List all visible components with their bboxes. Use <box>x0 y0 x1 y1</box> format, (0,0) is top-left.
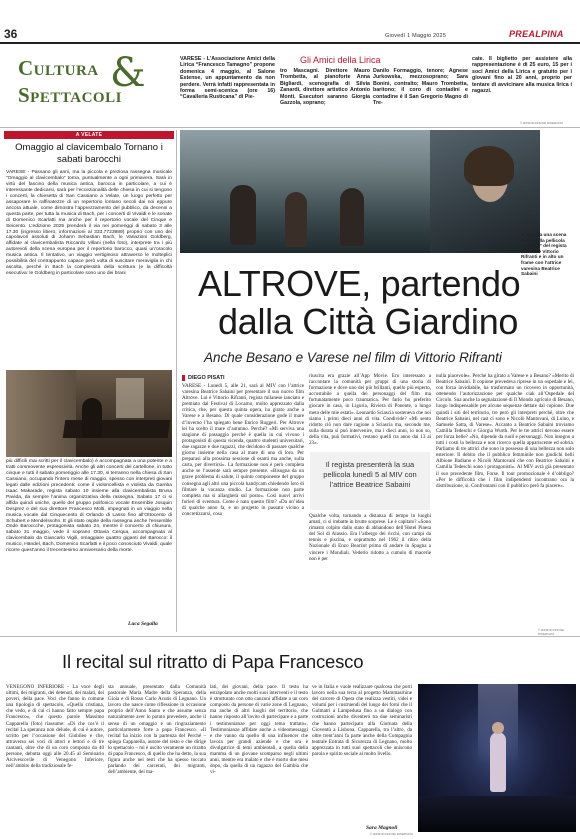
section-title <box>18 52 168 112</box>
brief-credit: © RIPRODUZIONE RISERVATA <box>520 121 564 125</box>
bottom-col3: lati, dei giovani, della pace. Il testo ha estrapolato anche molti suoi interventi e il testo è strutturato con otto canzoni affidate a un coro composto da persone di varie zone di Legnano, ma anche di altri luoghi del territorio, che hanno risposto all’invito di partecipare e a parte i testimonianze per oggi tema trattato». Testimonianze affidate anche a videomessaggi e che vanno da quello di una influencer che lavora per grandi aziende e che ora è divulgatrice di temi ambientali, a quella della mamma di un giovane scomparso negli ultimi anni, mentre era malato e che è morto due mesi dopo, da quella di un ragazzo del Gambia che vi- <box>210 684 308 776</box>
feature-col2: riuscita era grazie all’App Movie. Ero interessato a raccontare la comunità per gruppi di una storia di formazione e dove uno dei più brillanti, quello più esperto, accostabile a quella dei personaggi del film ma fortunatamente poco traumatica. Per farlo ho preferito giocare in casa, in Liguria, Riviera di Ponente, a lungo meta delle mie estati». Leonardo Sciascia sosteneva che noi siamo i primi dieci anni di vita. Condivide? «Mi sento ridotto ciò non dare ragione a Sciascia ma, secondo me, sulla durata si può intervenire, ma i dieci anni, io non so, della vita, può formativi, restano quelli tra anno dai 13 ai 23». <box>309 373 431 447</box>
brief-title: Gli Amici della Lirica <box>300 55 381 65</box>
bottom-col4: ve in Italia e vuole realizzare qualcosa che porti lavoro nella sua terra al progetto Mammasrhine del carcere di Opera che realizza vestiti, videi e volumi per i costruendi del luogo dei forni che il Gulmatri a Lampedusa fino a un dialogo con costruzioni anche diventeró tra due seminaristi che hanno partecipato alla Giornata della Gioventù a Lisbona. Capparella, tra l’altro, da oltre trent’anni fa parte anche della Compagnia teatrale Entrata di Sicurezza di Legnano, molto apprezzata in tutti suoi spettacoli che uniscono parola e spirito sociale al molto livello. <box>312 684 412 758</box>
section-ampersand: & <box>110 50 146 96</box>
top-rule <box>0 127 580 128</box>
page-number: 36 <box>4 27 18 41</box>
feature-headline-1: ALTROVE, partendo <box>198 263 521 304</box>
section-word-spettacoli: Spettacoli <box>18 83 122 107</box>
feature-headline-2: dalla Città Giardino <box>218 301 519 342</box>
left-column-divider <box>176 130 177 632</box>
feature-byline: DIEGO PISATI <box>188 375 225 381</box>
header-rule <box>0 42 580 44</box>
pull-quote: Il regista presenterà la sua pellicola lunedì 5 al MIV con l’attrice Beatrice Sabaini <box>323 460 417 489</box>
feature-photo-caption: A sinistra una scena tratta dalla pellicola “Altrove” del regista milanese Vittorio Rifranti e in alto un frame con l’attrice varesina Beatrice Sabaini <box>521 232 567 277</box>
photo-harpsichord <box>63 420 171 438</box>
bottom-section-rule <box>0 636 580 637</box>
bottom-headline: Il recital sul ritratto di Papa Francesco <box>62 651 364 672</box>
harpsichord-photo <box>6 370 172 457</box>
bottom-credit: © RIPRODUZIONE RISERVATA <box>370 832 414 836</box>
photo-person <box>82 398 102 438</box>
left-kicker: A VELATE <box>75 132 103 138</box>
left-article-body2: più difficili mai scritti per il clavicembalo) è accompagnata a una potente e a tratti commovente espressività. Anche gli altri concerti del cartellone, in tutto cinque e tutti il sabato pomeriggio alle 17.30, si terranno nella chiesa di San Cassiano, occupando l’intero mese di maggio, spesso con interpreti giovani legati dalle edizioni precedenti: come il violoncellista e violista da Gamba Isaac Makarade, regista sabato 10 insieme alla clavicembalista Bruna Pavida, da sempre l’anima organizzativa della rassegna. Sabato 17 ci si affida quindi uniche, quello del gruppo polifonico vocale Ensemble Josquin Desprez e del suo direttore Francesco Molti, impegnati in un viaggio nella musica vocale dal Cinquecento di Orlando di Lasso fino all’Ottocento di Schubert e Mendelssohn. E gli stato ospite della rassegna anche l’ensemble Onde Baroccche, protagonista sabato 24, mentre il concerto di chiusura, sabato 31 maggio, vede il soprano Ottavia Cerqua, accompagnata al clavicembalo da Giancarlo Vigili, omaggiare quattro giganti del Barocco: il musico, Händel, Bach, Domenico Scarlatti e il poco conosciuto Vivaldi, quale ricorre quest’anno il trecentesimo anniversario della morte. <box>6 459 173 554</box>
brief-col4: cate. Il biglietto per assistere alla rappresentazione è di 25 euro, 15 per i soci Amici della Lirica e gratuito per i giovani fino al 20 anni, proprio per tentare di avvicinare alla musica lirica i ragazzi. <box>472 56 572 95</box>
photo-figure-1 <box>230 185 256 245</box>
left-article-title: Omaggio al clavicembalo Tornano i sabati barocchi <box>15 142 163 165</box>
photo-singer-head <box>492 722 504 734</box>
feature-col1: VARESE - Lunedì 5, alle 21, sarà al MIV con l’attrice varesina Beatrice Sabaini per presentare il suo nuovo film Altrove. Lui è Vittorio Rifranti, regista milanese lanciato e premiato dal Festival di Locarno, molto apprezzato dalla critica, che, per questa quinta opera, ha girato anche a Varese e a Besano. Di quale considerazione gode il mare d’inverno l’ha spiegato bene Enrico Ruggeri. Per Altrove lei ha scelto il mare d’autunno. Perché? «Mi serviva una stagione di passaggio perché è quella in cui vivono i protagonisti di questa vicenda, quattro studenti universitari, due ragazze e due ragazzi, che decidono di passare qualche giorno insieme nella casa al mare di uno di loro. Per preparasi alla prossima sessione di esami ma anche, sulla carta, per divertirsi». La formazione non è però completa anche se l’assente sarà sempre presente. «Bisogna da un grave problema di salute, il quinto componente del gruppo consegna agli altri una piccola handycam chiedendo loro di filmare la vacanza studio. La formazione non parte completa ma si allargherà sul posto». Così nuovi arrivi forieri di sventura. Come è nato questo film? «Da un’idea di qualche anno fa, e un progetto in passato vicino a concretizzarsi, cosa <box>182 383 304 517</box>
feature-col3: nulla piacevole». Perché ha girato a Varese e a Besano? «Merito di Beatrice Sabaini. Il copione prevedeva riprese in un ospedale e lei, con forza invidiabile, ha trasformato un ricovero in opportunità, ottenendo l’autorizzazione per qualche ciak all’Ospedale del Circolo. Sua anche la segnalazione di Il Mondo agricolo di Besano, luogo indispensabile per alcune sequenze dettate dal copione. Due quindi i siti del territorio, tre però gli interpreti perché, oltre che Beatrice Sabaini, nel cast ci sono e Nicolò Mantovani, di Luino, e Samuele Satta, di Varese». Accanto a Beatrice Sabaini troviamo Camilla Tedeschi e Giorgia Wurth. Per le tre attrici devono essere per forza belle? «No, dipende da ruoli e personaggi. Non insegno a tutti i costi la bellezza e non ricerco quella appariscente ed sobria. Parliamo di tre attrici che sono in possesso di una bellezza non solo esteriore. Il debito che il pubblico femminile non giudichi belli Albione Badiano e Nicolò Mantovani che con Beatrice Sabaini e Camilla Tedeschi sono i protagonisti». Al MIV avrà già presentato il suo precedente film, Forse. Il tour promozionale è d’obbligo? «Per le difficoltà che i film indipendenti incontrano ora la distribuzione, si. Confrontarsi con il pubblico però fa piacere». <box>436 373 574 489</box>
left-article-author: Luca Segalla <box>128 621 158 627</box>
photo-figure-2 <box>285 192 307 247</box>
byline-mark <box>182 375 185 381</box>
feature-photo <box>180 130 576 253</box>
header-date: Giovedì 1 Maggio 2025 <box>385 33 447 39</box>
feature-subtitle: Anche Besano e Varese nel film di Vittorio Rifranti <box>204 350 502 365</box>
concert-photo <box>418 684 576 832</box>
brief-col1: VARESE - L’Associazione Amici della Lirica “Francesco Tamagno” propone domenica 4 maggio, al Salone Estense, un appuntamento da non perdere. Verrà infatti rappresentata in forma semi-scenica (ore 16) “Cavalleria Rusticana” di Pie- <box>180 56 275 101</box>
bottom-col2: sta annuale, presentato dalla Comunità pastorale Maria Madre della Speranza, della Gioia e di Rosso Carlo Acutis di Legnano. Un lavoro che nasce come riflessione in occasione proprio dell’Anno Santo e che assume senza naturalmente aver lo potuto prevedere, anche il senso di un omaggio e un ringraziamento particolarmente forte a papa Francesco. «Il recital ha inizio con la partenza del Perché – spiega Capparella, autore del testo e che dirige lo spettacolo – mi è uscito veramente un ritratto di papa Francesco, di quello che ha detto, la sua figura anche nei testi che ha spesso toccato parlando dei carcerati, dei migranti, dell’ambiente, dei ma- <box>108 684 206 776</box>
photo-window <box>116 378 144 418</box>
brand-logo: PREALPINA <box>509 29 564 39</box>
feature-col2b: Qualche volta, tornando a distanza di tempo in luoghi amati, ci si imbatte in brutte sorprese. Le è capitato? «Sono rimasto colpito dallo stato di abbandono dell’Hotel Pineta del Sol di Alassio. Era l’albergo dei ricchi, con campi da tennis e piscina, e soprattutto nel 1962 il ritiro della Nazionale di Enzo Bearzot prima di andare in Spagna a vincere i Mondiali. Vederlo ridotto a cumulo di macerie non è per <box>309 513 431 562</box>
brief-col3: Danilo Formaggio, tenore; Agnese Jurkowska, mezzosoprano; Sara Bonini, contralto; Mauro Trombetta, baritono; il coro di contadini e contadine è il San Gregorio Magno di Tre- <box>373 68 468 107</box>
photo-singer <box>490 732 506 792</box>
section-word-cultura: Cultura <box>18 56 99 80</box>
photo-wall-left <box>6 370 76 457</box>
photo-stage-floor <box>418 796 576 832</box>
left-article-body1: VARESE - Passano gli anni, ma la piccola e preziosa rassegna musicale “Omaggio al clavicembalo” torna, puntualmente a ogni primavera. Sarà in virtù del fascino della musica antica, barocca in particolare, a cui è interessante dedicarsi, sarà per l’eccezionalità delle chiesa in cui si tengono i concerti, la chiesetta di San Cassiano a Velate, un luogo perfetto per assaporare le raffinatezze di un repertorio lontano secoli dai noi eppure ancora attuale, come dimostra l’apprezzamento del pubblico, da decenni a questa parte, per tutta la musica di Bach, per i concerti di Vivaldi e le sonate di Domenico Scarlatti ma anche per il repertorio vocale del Cinque e Seicento. L’edizione 2025 prenderà il via nei pomeriggi di sabato 3 alle 17.30 (ingresso libero; informazioni al 333.7723989) proprio con uno dei capolavori assoluti di Johann Sebastian Bach, le Variazioni Goldberg, affidate al clavicembalista Riccardo Villani (nella foto), interprete tra i più autorevoli della scena europea per il repertorio barocco, quasi un’oracolo musica antica. Il tentativo, un viaggio vertiginoso attraverso le molteplici possibilità del contrappunto capace però volta di suscitare meraviglia in chi ascolta, perché in Bach la complessità della scrittura (e la difficoltà esecutiva: le Goldberg in particolare sono uno dei brani <box>6 170 172 277</box>
bottom-author: Sara Magnoli <box>366 825 398 831</box>
photo-figure-3 <box>340 188 364 246</box>
brief-col2: tro Mascagni. Direttore Mauro Trombetta, al pianoforte Anna Bigliardi, scenografia di Silvia Zanardi, direttore artistico Antonio Monti. Esecutori saranno Giorgia Gazzola, soprano; <box>280 68 370 107</box>
feature-credit: © RIPRODUZIONE RISERVATA <box>538 628 565 636</box>
bottom-col1: VENEGONO INFERIORE - La voce degli ultimi, dei migranti, dei detenuti, dei malati, dei poveri, della pace. Voci che fanno in comune una tipologia di spettacolo, «Quella cristiana, che vedo, e di cui ci hanno fatto sempre papa Francesco», che questo parole Massimo Capparella (foto) riassume: «Di che cos’è il recital La speranza non delude, di cui è autore, scritto per l’occasione del Giubileo e che, attraverso sei voci di attori e lettori e di tre cantanti, oltre che di un coro composto da 40 persone, debutta oggi alle 20.45 al Seminario Arcivescovile di Venegono Inferiore, nell’ambito della tradizionale fe- <box>6 684 104 770</box>
photo-actress-hair <box>464 146 514 186</box>
